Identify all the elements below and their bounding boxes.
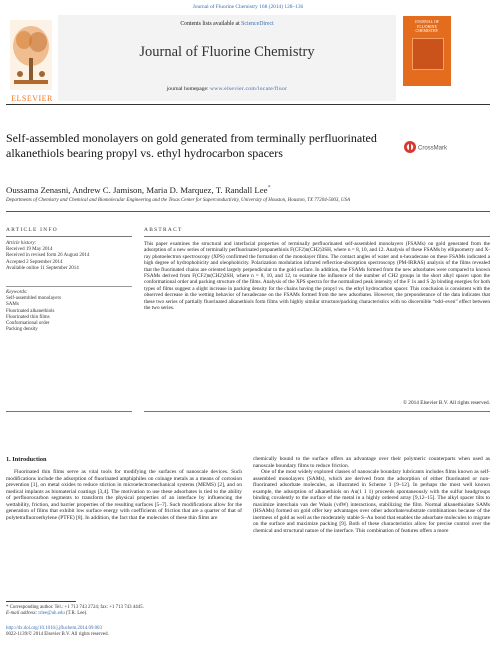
email-link[interactable]: trlee@uh.edu: [38, 611, 65, 616]
keyword-item: Conformational order: [6, 321, 50, 327]
abstract-rule: [144, 236, 490, 237]
corresponding-author-footnote: [6, 605, 242, 617]
keyword-item: Self-assembled monolayers: [6, 296, 62, 302]
authors-text: Oussama Zenasni, Andrew C. Jamison, Maria D. Marquez, T. Randall Lee: [6, 185, 268, 195]
introduction-heading: 1. Introduction: [6, 456, 47, 463]
journal-cover-title: JOURNAL OF FLUORINE CHEMISTRY: [414, 19, 440, 33]
keyword-item: SAMs: [6, 302, 19, 308]
crossmark-icon[interactable]: [403, 140, 447, 154]
article-info-label: ARTICLE INFO: [6, 227, 58, 233]
corresponding-author-mark[interactable]: *: [267, 185, 271, 192]
article-info-rule: [6, 236, 132, 237]
journal-title: Journal of Fluorine Chemistry: [139, 44, 315, 60]
journal-homepage: [58, 86, 396, 92]
footnote-email-line: [6, 611, 242, 617]
keyword-item: Fluorinated alkanethiols: [6, 308, 55, 314]
footnote-rule: [6, 601, 76, 602]
body-paragraph: Fluorinated thin films serve as vital tools for modifying the surfaces of nanoscale devices. Such modifications include the adsorption of fluorinated amphiphiles on coinage metals as a means of corrosion prevention [1], on metal oxides to reduce stiction in microelectromechanical systems (MEMS) [2], and on medical implants as biomaterial coatings [3,4]. The motivation to use these adsorbates is tied to the ability of perfluorocarbon segments to transform the physical properties of an interface by influencing the wettability, friction, and barrier properties of the resulting surfaces [5–7]. Such modifications allow for the generation of films that exhibit low surface energy with coefficients of friction that are a quarter of that of polytetrafluoroethylene (PTFE) [8]. In addition, the fact that the molecules of these thin films are: [6, 469, 242, 521]
keyword-item: Packing density: [6, 327, 38, 333]
history-item: Available online 11 September 2014: [6, 265, 79, 271]
keywords-rule: [6, 286, 132, 287]
elsevier-wordmark: ELSEVIER: [11, 94, 53, 103]
body-paragraph: One of the most widely explored classes of nanoscale boundary lubricants includes films known as self-assembled monolayers (SAMs), which are derived from the adsorption of either fluorinated or non-fluorinated adsorbate molecules, as illustrated in Scheme 1 [9–12]. In perhaps the most well known example, the adsorption of alkanethiols on Au(1 1 1) proceeds spontaneously with the sulfur headgroups binding covalently to the surface of the metal in a highly ordered array [9,12–15]. The alkyl spacer tilts to maximize interchain van der Waals (vdW) interactions, stabilizing the film. Normal alkanethiolate SAMs (HSAMs) formed on gold offer key advantages over other adsorbate/substrate combinations because of the inertness of gold as well as the moderately stable S–Au bond that enables the adsorbate molecules to migrate on the surface and maximize packing [9]. Both of these characteristics allow for precise control over the chemical and structural nature of the interface. This combination of features offers a more: [253, 469, 490, 535]
homepage-link[interactable]: www.elsevier.com/locate/fluor: [209, 86, 288, 92]
history-item: Accepted 2 September 2014: [6, 259, 63, 265]
affiliation-divider: [6, 211, 490, 212]
doi-link[interactable]: http://dx.doi.org/10.1016/j.jfluchem.2014.09.003: [6, 626, 102, 631]
journal-cover-graphic: [412, 38, 444, 70]
history-item: Received in revised form 26 August 2014: [6, 253, 90, 259]
sciencedirect-link[interactable]: ScienceDirect: [241, 21, 274, 27]
body-paragraph: chemically bound to the surface offers an advantage over their polymeric counterparts when used as nanoscale boundary films to reduce friction.: [253, 456, 490, 469]
article-title: Self-assembled monolayers on gold generated from terminally perfluorinated alkanethiols bearing propyl vs. ethyl hydrocarbon spacers: [6, 131, 377, 160]
email-suffix: (T.R. Lee).: [64, 611, 88, 616]
author-list: [6, 185, 271, 195]
abstract-copyright: © 2014 Elsevier B.V. All rights reserved.: [402, 400, 490, 406]
running-header[interactable]: Journal of Fluorine Chemistry 168 (2014) 128–136: [192, 4, 304, 10]
body-column-right: [253, 456, 490, 535]
keywords-list: [6, 290, 132, 333]
doi-block: [6, 626, 242, 638]
article-history: [6, 241, 132, 272]
keywords-title: Keywords:: [6, 290, 28, 295]
abstract-label: ABSTRACT: [144, 227, 183, 233]
affiliation: Departments of Chemistry and Chemical and Biomolecular Engineering and the Texas Center for Superconductivity, University of Houston, Houston, TX 77204-5003, USA: [6, 198, 351, 203]
keyword-item: Fluorinated thin films: [6, 314, 50, 320]
abstract-bottom-rule: [144, 411, 490, 412]
crossmark-label: CrossMark: [418, 145, 447, 152]
header-divider: [6, 104, 490, 105]
contents-prefix: Contents lists available at: [180, 21, 242, 27]
email-label: E-mail address:: [6, 611, 39, 616]
elsevier-tree-logo: [8, 18, 54, 94]
history-title: Article history:: [6, 241, 37, 246]
body-column-left: [6, 469, 242, 521]
issn-line: 0022-1139/© 2014 Elsevier B.V. All rights reserved.: [6, 632, 109, 637]
homepage-prefix: journal homepage:: [166, 86, 210, 92]
info-bottom-rule: [6, 411, 132, 412]
footnote-contact: * Corresponding author. Tel.: +1 713 743 2724; fax: +1 713 743 4445.: [6, 605, 144, 610]
contents-line: [58, 21, 396, 27]
history-item: Received 19 May 2014: [6, 247, 53, 253]
abstract-text: This paper examines the structural and interfacial properties of terminally perfluorinated self-assembled monolayers (FSAMs) on gold generated from the adsorption of a new series of terminally perfluorinated propanethiols F(CF2)n(CH2)3SH, where n = 8, 10, and 12. Analysis of these FSAMs by ellipsometry and X-ray photoelectron spectroscopy (XPS) confirmed the formation of the monolayer films. The contact angles of water and n-hexadecane on these FSAMs indicated a high degree of hydrophobicity and oleophobicity. Polarization modulation infrared reflection-absorption spectroscopy (PM-IRRAS) analysis of the films revealed that the fluorinated chains are oriented largely perpendicular to the gold surface. In addition, the FSAMs formed from the new adsorbates were compared to known FSAMs derived from F(CF2)n(CH2)2SH, where n = 8, 10, and 12, to examine the influence of the number of CH2 groups in the short alkyl spacer upon the conformational order and packing structure of the films. Analysis of the XPS spectra for the normalized peak intensity of the F 1s and S 2p binding energies for both types of films suggest a slight increase in packing density for the chains having the propyl vs. the ethyl hydrocarbon spacer. This conclusion is consistent with the observed decrease in the wetting behavior of hexadecane on the FSAMs formed from the new adsorbates. However, the preponderance of the data indicates that these two series of partially fluorinated alkanethiols form films with highly similar structure/packing characteristics with no discernible “odd–even” effect between the two series.: [144, 241, 490, 312]
